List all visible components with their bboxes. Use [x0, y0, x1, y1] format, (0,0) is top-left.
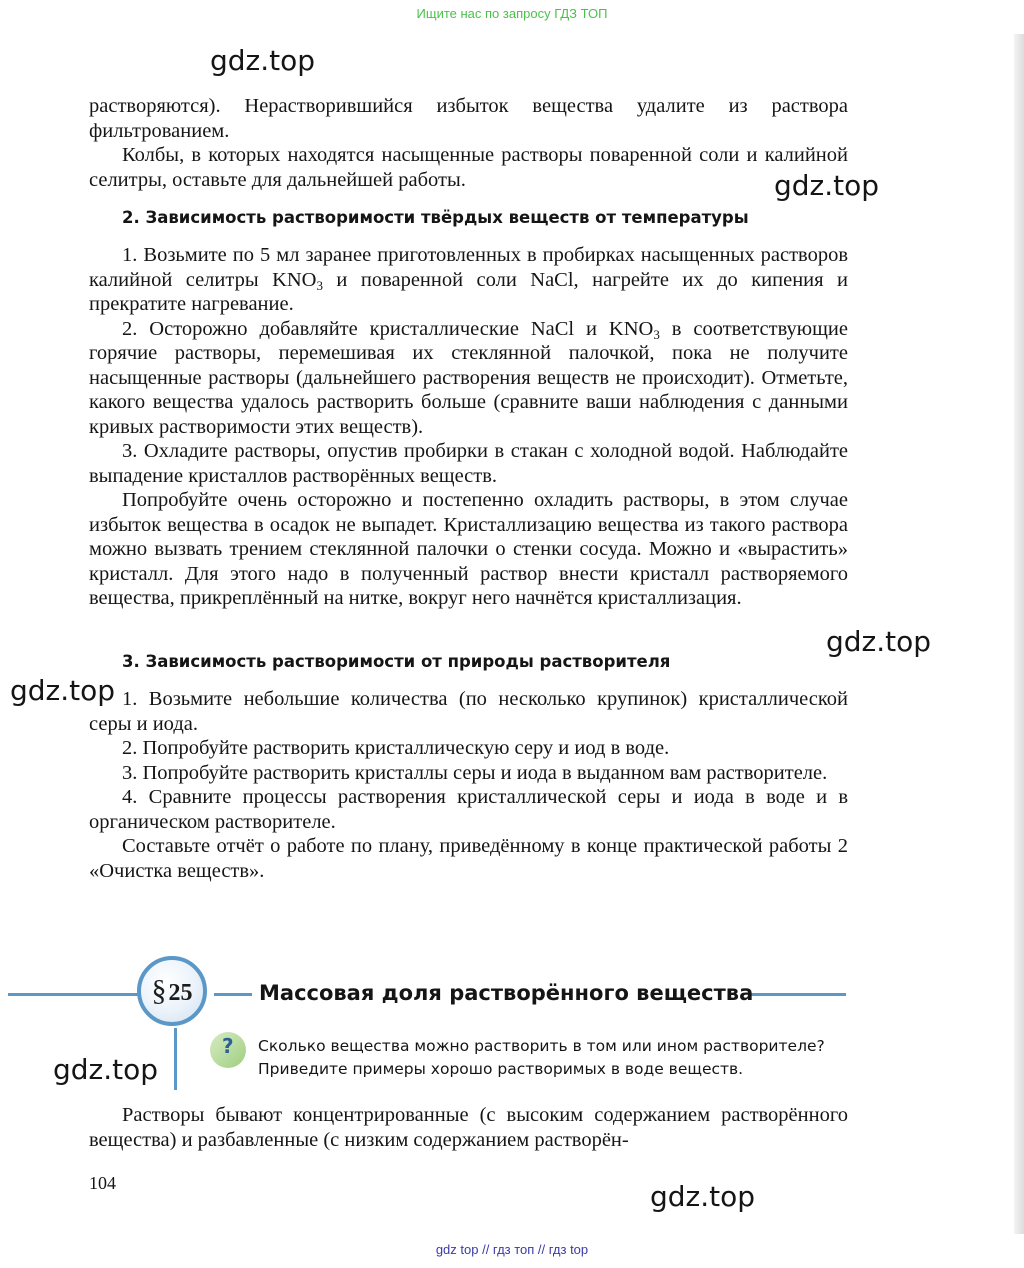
watermark-gdz-top: gdz.top — [53, 1053, 159, 1086]
section-2-text — [89, 243, 848, 611]
watermark-gdz-top: gdz.top — [650, 1180, 756, 1213]
body-paragraph: Растворы бывают концентрированные (с высоким содержанием растворённого вещества) и разбавленные (с низким содержанием растворён- — [89, 1104, 848, 1151]
section-3-heading: 3. Зависимость растворимости от природы растворителя — [122, 652, 671, 671]
step-paragraph: Составьте отчёт о работе по плану, приведённому в конце практической работы 2 «Очистка веществ». — [89, 835, 848, 882]
paragraph-body — [89, 1103, 848, 1152]
question-line: Приведите примеры хорошо растворимых в воде веществ. — [258, 1060, 744, 1078]
step-paragraph: Попробуйте очень осторожно и постепенно охладить растворы, в этом случае избыток вещества в осадок не выпадет. Кристаллизацию вещества из такого раствора можно вызвать трением стеклянной палочки о стенки сосуда. Можно и «вырастить» кристалл. Для этого надо в полученный раствор внести кристалл растворяемого вещества, прикреплённый на нитке, вокруг него начнётся кристаллизация. — [89, 489, 848, 609]
page-number: 104 — [89, 1173, 116, 1193]
paragraph-badge — [137, 956, 207, 1026]
intro-paragraph: Колбы, в которых находятся насыщенные растворы поваренной соли и калийной селитры, оставьте для дальнейшей работы. — [89, 144, 848, 191]
intro-text — [89, 94, 848, 192]
question-mark-glyph: ? — [222, 1034, 234, 1058]
section-2-heading: 2. Зависимость растворимости твёрдых веществ от температуры — [122, 208, 749, 227]
step-paragraph: 3. Охладите растворы, опустив пробирки в стакан с холодной водой. Наблюдайте выпадение кристаллов растворённых веществ. — [89, 440, 848, 487]
page-edge-shadow — [1014, 34, 1024, 1234]
watermark-gdz-top: gdz.top — [210, 44, 316, 77]
paragraph-rule-left — [8, 993, 138, 996]
step-paragraph: 1. Возьмите небольшие количества (по несколько крупинок) кристаллической серы и иода. — [89, 688, 848, 735]
step-paragraph: 2. Попробуйте растворить кристаллическую серу и иод в воде. — [122, 737, 670, 759]
step-paragraph: 3. Попробуйте растворить кристаллы серы и иода в выданном вам растворителе. — [122, 761, 828, 784]
paragraph-title: Массовая доля растворённого вещества — [259, 981, 754, 1005]
section-3-text — [89, 687, 848, 883]
review-question — [258, 1035, 850, 1081]
intro-paragraph: растворяются). Нерастворившийся избыток вещества удалите из раствора фильтрованием. — [89, 95, 848, 142]
step-paragraph: 1. Возьмите по 5 мл заранее приготовленных в пробирках насыщенных растворов калийной селитры $KNO_3$ и поваренной соли NaCl, нагрейте их до кипения и прекратите нагревание. — [89, 244, 848, 315]
watermark-gdz-top: gdz.top — [10, 674, 116, 707]
paragraph-number: §25 — [151, 974, 193, 1007]
watermark-gdz-top: gdz.top — [826, 625, 932, 658]
step-paragraph: 4. Сравните процессы растворения кристаллической серы и иода в воде и в органическом растворителе. — [89, 786, 848, 833]
watermark-gdz-top: gdz.top — [774, 169, 880, 202]
question-line: Сколько вещества можно растворить в том или ином растворителе? — [258, 1037, 825, 1055]
paragraph-vertical-rule — [174, 1028, 177, 1090]
step-paragraph: 2. Осторожно добавляйте кристаллические NaCl и $KNO_3$ в соответствующие горячие растворы, перемешивая их стеклянной палочкой, пока не получите насыщенные растворы (дальнейшего растворения веществ не происходит). Отметьте, какого вещества удалось растворить больше (сравните ваши наблюдения с данными кривых растворимости этих веществ). — [89, 317, 848, 438]
top-banner[interactable]: Ищите нас по запросу ГДЗ ТОП — [416, 6, 608, 21]
paragraph-rule-right — [750, 993, 846, 996]
bottom-banner[interactable]: gdz top // гдз топ // гдз top — [435, 1242, 589, 1257]
paragraph-rule-middle — [214, 993, 252, 996]
